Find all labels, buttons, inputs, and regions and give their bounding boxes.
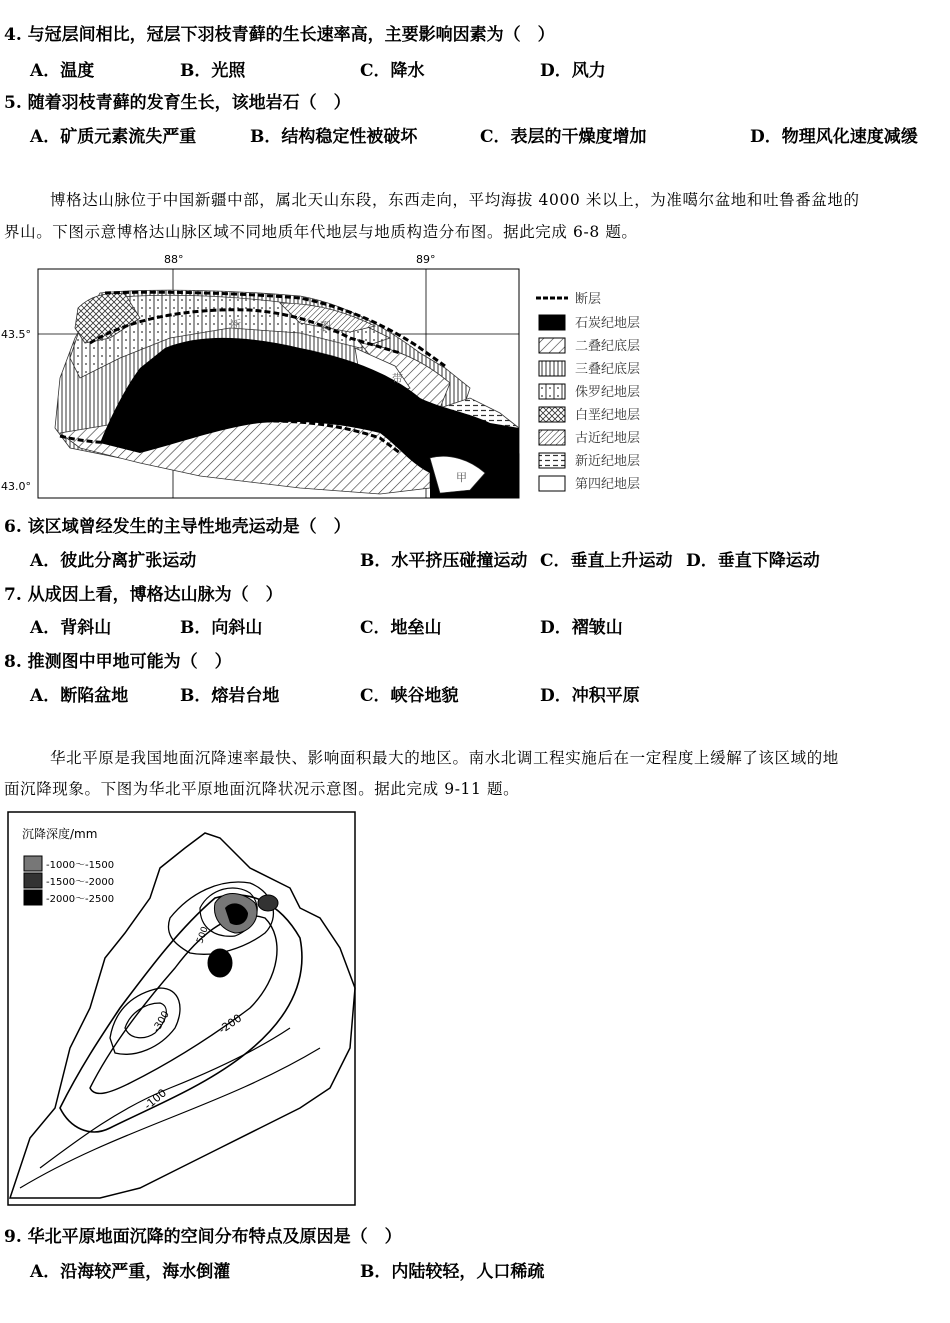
- q8-option-a: A．断陷盆地: [30, 686, 129, 706]
- legend-swatch-triassic: [539, 361, 565, 376]
- q6-option-c: C．垂直上升运动: [540, 551, 673, 571]
- passage-1-line-1: 博格达山脉位于中国新疆中部，属北天山东段，东西走向，平均海拔 4000 米以上，为准噶尔盆地和吐鲁番盆地的: [50, 191, 860, 209]
- fault-label-2: 裂: [320, 320, 331, 333]
- legend-swatch-quaternary: [539, 476, 565, 491]
- legend-label-1000-1500: -1000～-1500: [46, 860, 115, 871]
- q6-option-a: A．彼此分离扩张运动: [30, 551, 197, 571]
- legend-label-2000-2500: -2000～-2500: [46, 894, 115, 905]
- legend-label-cretaceous: 白垩纪地层: [575, 408, 641, 423]
- fault-label-3: 带: [392, 372, 403, 385]
- fault-label-1: 断: [230, 318, 241, 331]
- q4-option-d: D．风力: [540, 61, 606, 81]
- place-label-jia: 甲: [456, 471, 467, 484]
- q4-option-c: C．降水: [360, 61, 425, 81]
- q9-option-a: A．沿海较严重，海水倒灌: [30, 1262, 231, 1282]
- q7-option-c: C．地垒山: [360, 618, 442, 638]
- q7-option-a: A．背斜山: [30, 618, 112, 638]
- legend-label-carboniferous: 石炭纪地层: [575, 316, 641, 331]
- q8-option-d: D．冲积平原: [540, 686, 640, 706]
- legend-label-1500-2000: -1500～-2000: [46, 877, 115, 888]
- subsidence-map: [0, 808, 365, 1210]
- legend-swatch-2000-2500: [24, 890, 42, 905]
- legend-label-triassic: 三叠纪底层: [575, 362, 641, 377]
- legend-swatch-paleogene: [539, 430, 565, 445]
- q4-option-b: B．光照: [180, 61, 246, 81]
- question-8-stem: 8. 推测图中甲地可能为（ ）: [4, 652, 232, 672]
- q4-option-a: A．温度: [30, 61, 95, 81]
- legend-swatch-neogene: [539, 453, 565, 468]
- legend-label-quaternary: 第四纪地层: [575, 477, 641, 492]
- legend-swatch-1500-2000: [24, 873, 42, 888]
- question-9-stem: 9. 华北平原地面沉降的空间分布特点及原因是（ ）: [4, 1227, 402, 1247]
- legend-swatch-1000-1500: [24, 856, 42, 871]
- lon-label-89: 89°: [416, 253, 436, 266]
- contour-label-300: -300: [151, 1009, 172, 1035]
- subsidence-legend-title: 沉降深度/mm: [22, 827, 98, 841]
- q5-option-a: A．矿质元素流失严重: [30, 127, 197, 147]
- legend-label-permian: 二叠纪底层: [575, 339, 641, 354]
- legend-swatch-carboniferous: [539, 315, 565, 330]
- contour-label-100: -100: [141, 1086, 170, 1113]
- legend-swatch-cretaceous: [539, 407, 565, 422]
- q7-option-d: D．褶皱山: [540, 618, 623, 638]
- q9-option-b: B．内陆较轻，人口稀疏: [360, 1262, 545, 1282]
- q8-option-b: B．熔岩台地: [180, 686, 280, 706]
- contour-label-200: -200: [216, 1011, 245, 1037]
- lon-label-88: 88°: [164, 253, 184, 266]
- q6-option-b: B．水平挤压碰撞运动: [360, 551, 528, 571]
- passage-2-line-1: 华北平原是我国地面沉降速率最快、影响面积最大的地区。南水北调工程实施后在一定程度上缓解了该区域的地: [50, 749, 839, 767]
- legend-swatch-jurassic: [539, 384, 565, 399]
- bogda-geology-map: [0, 248, 690, 504]
- question-5-stem: 5. 随着羽枝青藓的发育生长，该地岩石（ ）: [4, 93, 351, 113]
- question-6-stem: 6. 该区域曾经发生的主导性地壳运动是（ ）: [4, 517, 351, 537]
- legend-swatch-permian: [539, 338, 565, 353]
- q8-option-c: C．峡谷地貌: [360, 686, 459, 706]
- q6-option-d: D．垂直下降运动: [686, 551, 820, 571]
- passage-2-line-2: 面沉降现象。下图为华北平原地面沉降状况示意图。据此完成 9-11 题。: [4, 780, 520, 798]
- q7-option-b: B．向斜山: [180, 618, 263, 638]
- q5-option-d: D．物理风化速度减缓: [750, 127, 918, 147]
- legend-label-paleogene: 古近纪地层: [575, 431, 641, 446]
- passage-1-line-2: 界山。下图示意博格达山脉区域不同地质年代地层与地质构造分布图。据此完成 6-8 题。: [4, 223, 638, 241]
- question-4-stem: 4. 与冠层间相比，冠层下羽枝青藓的生长速率高，主要影响因素为（ ）: [4, 25, 555, 45]
- q5-option-b: B．结构稳定性被破坏: [250, 127, 418, 147]
- question-7-stem: 7. 从成因上看，博格达山脉为（ ）: [4, 585, 283, 605]
- lat-label-43-5: 43.5°: [1, 328, 31, 341]
- lat-label-43-0: 43.0°: [1, 480, 31, 493]
- legend-label-jurassic: 侏罗纪地层: [575, 385, 641, 400]
- legend-label-fault: 断层: [575, 292, 602, 307]
- contour-label-500: 500: [195, 925, 211, 946]
- geology-legend: [536, 291, 640, 492]
- q5-option-c: C．表层的干燥度增加: [480, 127, 647, 147]
- legend-label-neogene: 新近纪地层: [575, 454, 641, 469]
